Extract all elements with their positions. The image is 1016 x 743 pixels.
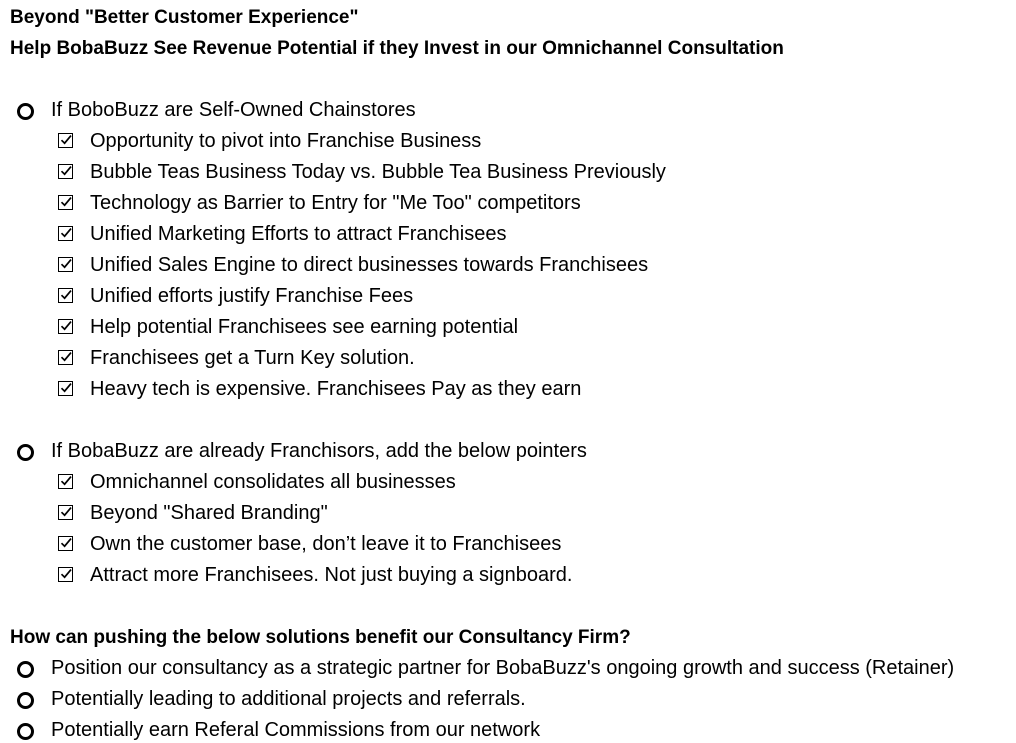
checkbox-checked-icon xyxy=(58,319,73,334)
circle-bullet-icon xyxy=(17,692,34,709)
circle-bullet-icon xyxy=(17,103,34,120)
checklist-item: Unified Marketing Efforts to attract Franchisees xyxy=(90,223,507,245)
title-line-2: Help BobaBuzz See Revenue Potential if they Invest in our Omnichannel Consultation xyxy=(10,38,784,59)
checkbox-checked-icon xyxy=(58,381,73,396)
circle-bullet-icon xyxy=(17,444,34,461)
checkbox-checked-icon xyxy=(58,567,73,582)
checklist-item: Attract more Franchisees. Not just buying a signboard. xyxy=(90,564,573,586)
checklist-item: Opportunity to pivot into Franchise Business xyxy=(90,130,482,152)
checklist-item: Omnichannel consolidates all businesses xyxy=(90,471,456,493)
checkbox-checked-icon xyxy=(58,474,73,489)
checklist-item: Help potential Franchisees see earning potential xyxy=(90,316,519,338)
checkbox-checked-icon xyxy=(58,505,73,520)
title-line-1: Beyond "Better Customer Experience" xyxy=(10,7,359,28)
circle-bullet-icon xyxy=(17,723,34,740)
checklist-item: Franchisees get a Turn Key solution. xyxy=(90,347,415,369)
checklist-item: Bubble Teas Business Today vs. Bubble Tea Business Previously xyxy=(90,161,666,183)
bullet-item: Potentially earn Referal Commissions from our network xyxy=(51,719,541,741)
checkbox-checked-icon xyxy=(58,350,73,365)
section1-heading: If BoboBuzz are Self-Owned Chainstores xyxy=(51,99,416,121)
checklist-item: Own the customer base, don’t leave it to Franchisees xyxy=(90,533,562,555)
checkbox-checked-icon xyxy=(58,536,73,551)
checklist-item: Heavy tech is expensive. Franchisees Pay as they earn xyxy=(90,378,582,400)
checkbox-checked-icon xyxy=(58,133,73,148)
checklist-item: Beyond "Shared Branding" xyxy=(90,502,328,524)
circle-bullet-icon xyxy=(17,661,34,678)
bullet-item: Position our consultancy as a strategic partner for BobaBuzz's ongoing growth and success (Retainer) xyxy=(51,657,955,679)
checkbox-checked-icon xyxy=(58,195,73,210)
checklist-item: Technology as Barrier to Entry for "Me Too" competitors xyxy=(90,192,581,214)
section2-heading: If BobaBuzz are already Franchisors, add the below pointers xyxy=(51,440,587,462)
checkbox-checked-icon xyxy=(58,226,73,241)
bullet-item: Potentially leading to additional projects and referrals. xyxy=(51,688,526,710)
checklist-item: Unified efforts justify Franchise Fees xyxy=(90,285,414,307)
checkbox-checked-icon xyxy=(58,288,73,303)
checkbox-checked-icon xyxy=(58,164,73,179)
checklist-item: Unified Sales Engine to direct businesses towards Franchisees xyxy=(90,254,649,276)
section3-heading: How can pushing the below solutions benefit our Consultancy Firm? xyxy=(10,627,631,648)
checkbox-checked-icon xyxy=(58,257,73,272)
